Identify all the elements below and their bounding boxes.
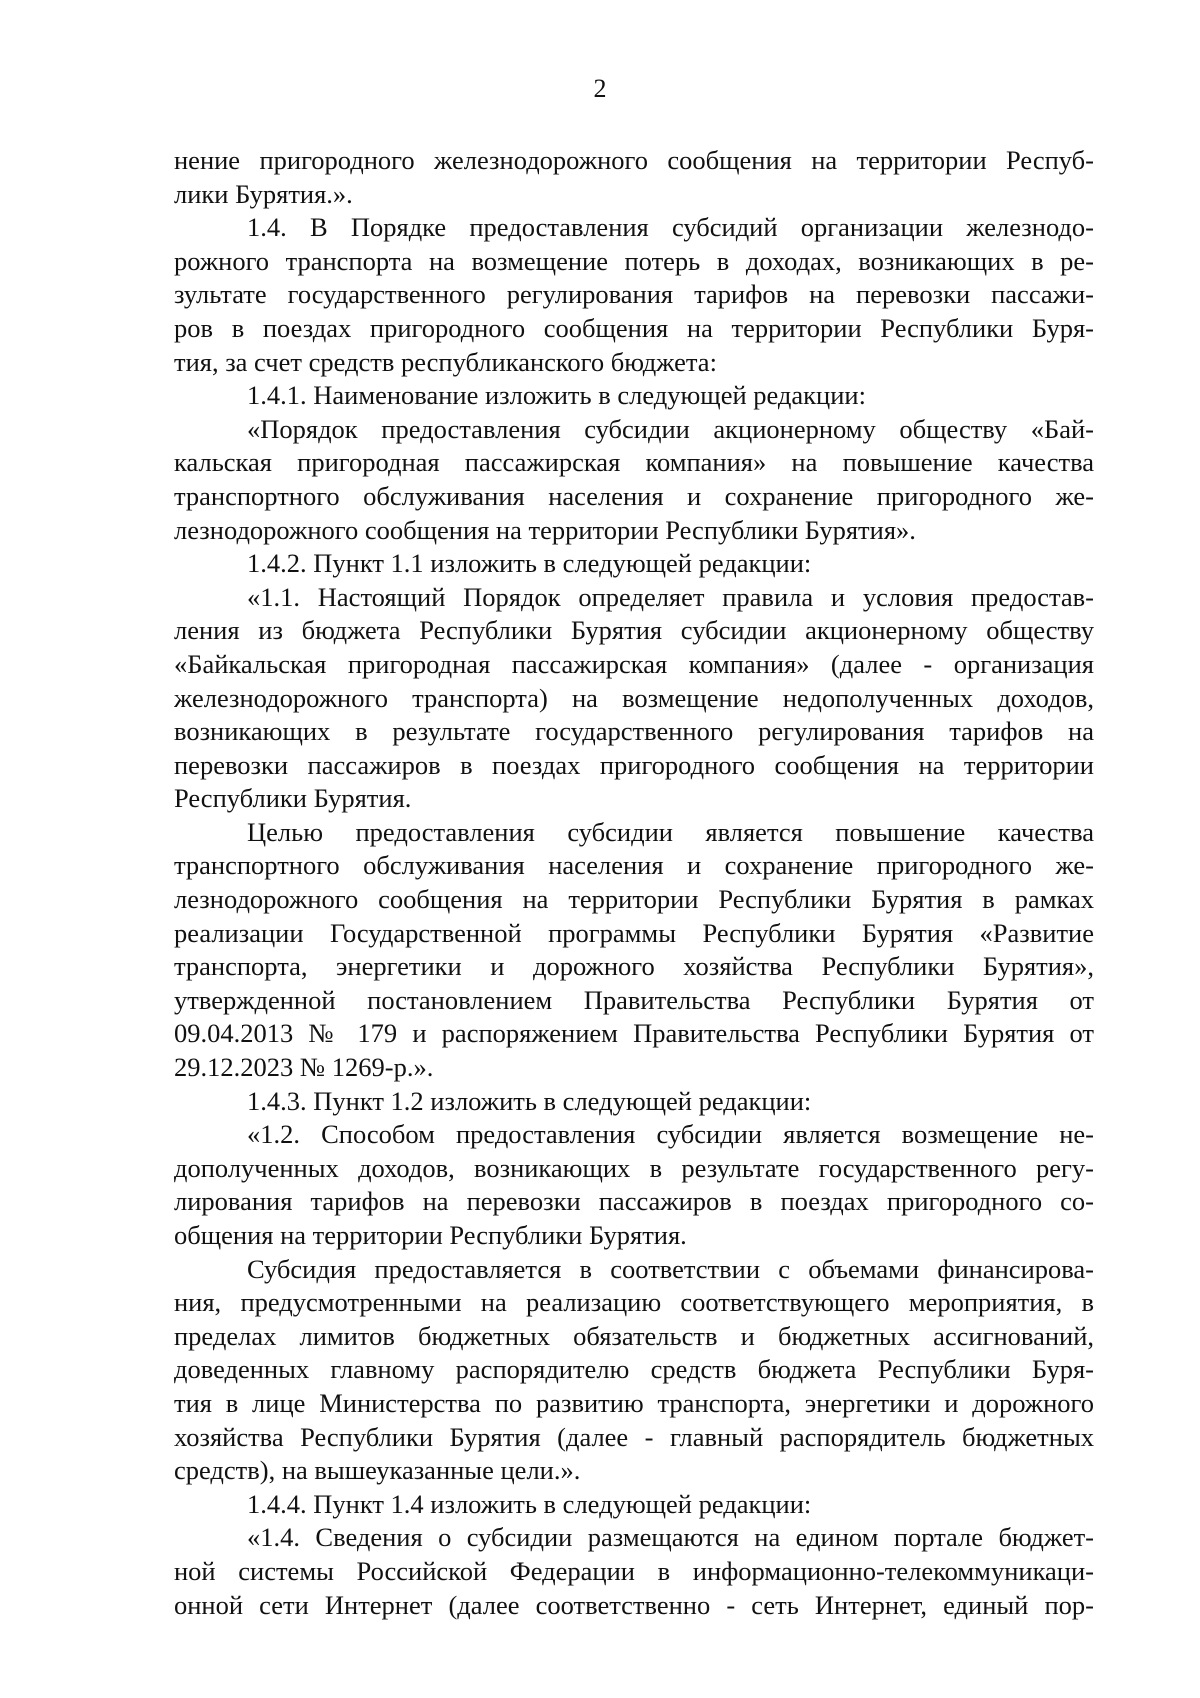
text-line: ров в поездах пригородного сообщения на территории Республики Буря- [174,312,1094,343]
text-line: 1.4.2. Пункт 1.1 изложить в следующей редакции: [247,548,812,579]
text-line: Республики Бурятия. [174,783,412,814]
text-line: ния, предусмотренными на реализацию соответствующего мероприятия, в [174,1287,1094,1318]
text-line: ной системы Российской Федерации в информационно-телекоммуникаци- [174,1555,1094,1586]
text-line: утвержденной постановлением Правительства Республики Бурятия от [174,984,1094,1015]
text-line: 1.4.4. Пункт 1.4 изложить в следующей редакции: [247,1488,812,1519]
text-line: «Байкальская пригородная пассажирская компания» (далее - организация [174,648,1094,679]
text-line: возникающих в результате государственного регулирования тарифов на [174,716,1094,747]
document-body [174,144,1094,1622]
text-line: кальская пригородная пассажирская компания» на повышение качества [174,447,1094,478]
text-line: доведенных главному распорядителю средств бюджета Республики Буря- [174,1354,1094,1385]
text-line: средств), на вышеуказанные цели.». [174,1455,581,1486]
text-line: лезнодорожного сообщения на территории Республики Бурятия в рамках [174,884,1094,915]
text-line: 09.04.2013 № 179 и распоряжением Правительства Республики Бурятия от [174,1018,1094,1049]
text-line: транспорта, энергетики и дорожного хозяйства Республики Бурятия», [174,951,1094,982]
text-line: 1.4. В Порядке предоставления субсидий организации железнодо- [247,212,1094,243]
text-line: рожного транспорта на возмещение потерь в доходах, возникающих в ре- [174,245,1094,276]
text-line: перевозки пассажиров в поездах пригородного сообщения на территории [174,749,1094,780]
text-line: зультате государственного регулирования тарифов на перевозки пассажи- [174,279,1094,310]
text-line: «Порядок предоставления субсидии акционерному обществу «Бай- [247,413,1094,444]
text-line: 29.12.2023 № 1269-р.». [174,1052,434,1083]
text-line: нение пригородного железнодорожного сообщения на территории Респуб- [174,145,1094,175]
text-line: реализации Государственной программы Республики Бурятия «Развитие [174,917,1094,948]
text-line: «1.2. Способом предоставления субсидии является возмещение не- [247,1119,1094,1150]
text-line: пределах лимитов бюджетных обязательств и бюджетных ассигнований, [174,1320,1094,1351]
text-line: онной сети Интернет (далее соответственно - сеть Интернет, единый пор- [174,1589,1094,1620]
text-line: 1.4.1. Наименование изложить в следующей редакции: [247,380,866,411]
text-line: «1.4. Сведения о субсидии размещаются на едином портале бюджет- [247,1522,1094,1553]
text-line: лики Бурятия.». [174,178,353,209]
page-number: 2 [593,74,607,103]
text-line: лезнодорожного сообщения на территории Республики Бурятия». [174,514,916,545]
text-line: транспортного обслуживания населения и сохранение пригородного же- [174,480,1094,511]
text-line: тия в лице Министерства по развитию транспорта, энергетики и дорожного [174,1387,1094,1418]
text-line: лирования тарифов на перевозки пассажиров в поездах пригородного со- [174,1186,1094,1217]
text-line: общения на территории Республики Бурятия. [174,1220,687,1250]
text-line: железнодорожного транспорта) на возмещение недополученных доходов, [174,682,1094,713]
text-line: Целью предоставления субсидии является повышение качества [247,816,1094,847]
text-line: тия, за счет средств республиканского бюджета: [174,346,717,377]
text-line: 1.4.3. Пункт 1.2 изложить в следующей редакции: [247,1085,812,1116]
text-line: транспортного обслуживания населения и сохранение пригородного же- [174,850,1094,881]
text-line: «1.1. Настоящий Порядок определяет правила и условия предостав- [247,581,1094,612]
text-line: Субсидия предоставляется в соответствии с объемами финансирова- [247,1253,1094,1284]
text-line: дополученных доходов, возникающих в результате государственного регу- [174,1152,1094,1183]
text-line: ления из бюджета Республики Бурятия субсидии акционерному обществу [174,615,1094,646]
text-line: хозяйства Республики Бурятия (далее - главный распорядитель бюджетных [174,1421,1094,1452]
